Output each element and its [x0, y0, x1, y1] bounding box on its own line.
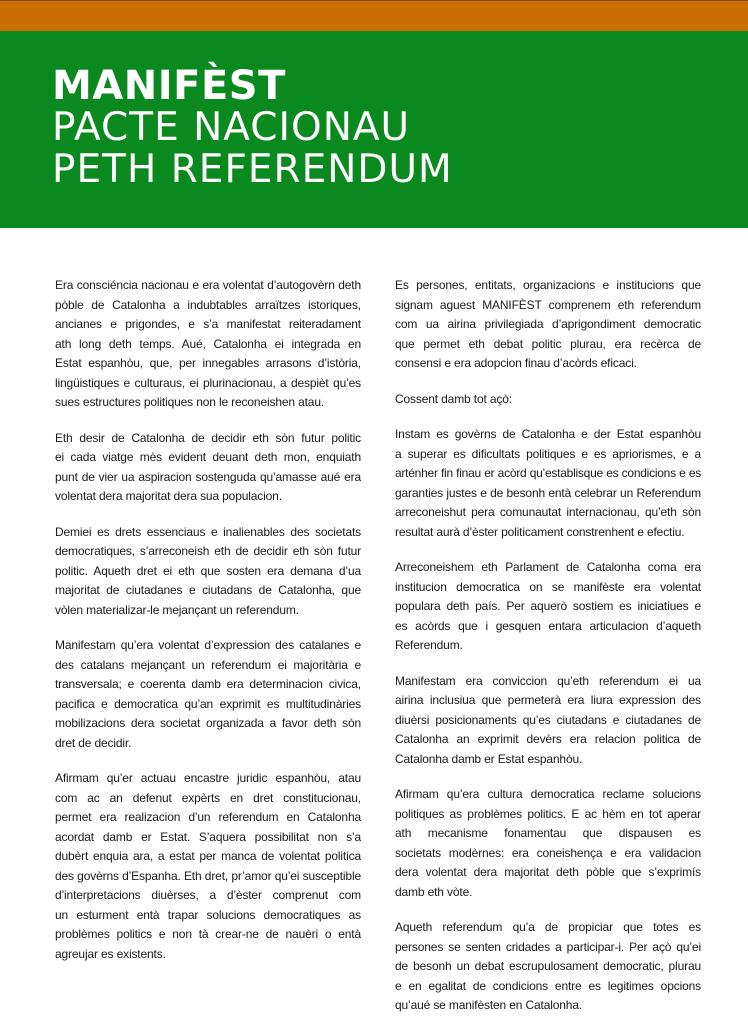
paragraph: [55, 523, 361, 621]
text-line: societats modèrnes: era coneishença e era validacion: [395, 845, 701, 860]
text-line: Catalonha damb er Estat espanhòu.: [395, 751, 583, 766]
text-line: mobilizacions dera societat organizada a favor deth sòn: [55, 716, 361, 730]
text-line: majoritat de ciutadanes e ciutadans de Catalonha, que: [55, 583, 361, 597]
text-line: agreujar es existents.: [55, 946, 166, 961]
paragraph: [395, 425, 701, 542]
text-line: pòble de Catalonha a indubtables arraïtzes istoriques,: [55, 297, 361, 312]
text-line: Aqueth referendum qu’a de propiciar que totes es: [395, 920, 701, 934]
text-line: des govèrns d’Espanha. Eth dret, pr’amor qu’ei susceptible: [55, 868, 361, 883]
text-line: Manifestam era conviccion qu’eth referendum ei ua: [395, 673, 701, 688]
paragraph: [55, 636, 361, 753]
text-line: Catalonha an exprimit devèrs era relacion politica de: [395, 732, 701, 746]
text-line: com ua airina privilegiada d’aprigondiment democratic: [395, 317, 701, 331]
text-line: es acòrds que i gesquen entara articulacion d’aqueth: [395, 618, 701, 633]
text-line: consensi e era adopcion finau d’acòrds eficaci.: [395, 356, 637, 370]
text-line: ath mecanisme fonamentau que dispausen es: [395, 826, 701, 840]
text-line: Cossent damb tot açò:: [395, 391, 512, 406]
title-manifest: MANIFÈST: [52, 63, 286, 109]
text-line: politiques as problèmes politics. E ac hèm en tot aperar: [395, 806, 701, 821]
text-line: signam aguest MANIFÈST comprenem eth referendum: [395, 297, 701, 312]
text-line: persones se senten cridades a participar-i. Per açò qu’ei: [395, 939, 701, 954]
text-line: e en egalitat de condicions entre es legitimes opcions: [395, 978, 701, 993]
text-line: que permet eth debat politic plurau, era recèrca de: [395, 336, 701, 351]
paragraph: [395, 558, 701, 656]
text-line: politic. Aqueth dret ei eth que sosten era demana d’ua: [55, 563, 361, 578]
text-line: pacifica e democratica qu’an exprimit es multitudinàries: [55, 696, 361, 711]
text-line: punt de vier ua aspiracion sostenguda qu’amasse aué era: [55, 469, 361, 484]
text-line: ei cada viatge mès evident deuant deth mon, enquiath: [55, 450, 361, 464]
text-line: garanties justes e de besonh entà celebrar un Referendum: [395, 485, 701, 500]
text-line: Afirmam qu’era cultura democratica reclame solucions: [395, 787, 701, 801]
text-line: a superar es dificultats politiques e es apriorismes, e a: [395, 446, 701, 461]
text-line: institucion democratica on se manifèste era volentat: [395, 579, 701, 594]
paragraph: [395, 918, 701, 1016]
text-line: vòlen materializar-le mejançant un referendum.: [55, 602, 299, 617]
text-line: Era consciéncia nacionau e era volentat d’autogovèrn deth: [55, 278, 361, 292]
text-line: ancianes e prigondes, e s’a manifestat reiteradament: [55, 317, 361, 331]
paragraph: [55, 276, 361, 413]
paragraph: [395, 785, 701, 902]
paragraph: [395, 390, 701, 410]
text-line: ath long deth temps. Aué, Catalonha ei integrada en: [55, 336, 361, 351]
text-line: Referendum.: [395, 638, 463, 652]
text-line: de besonh un debat escrupulosament democratic, plurau: [395, 959, 701, 973]
text-line: diuèrsi posicionaments qu’es ciutadans e ciutadanes de: [395, 712, 701, 727]
text-line: Es persones, entitats, organizacions e institucions que: [395, 278, 701, 292]
text-line: Arreconeishem eth Parlament de Catalonha coma era: [395, 560, 701, 574]
text-line: des catalans mejançant un referendum ei majoritària e: [55, 657, 361, 672]
left-text-column: [55, 276, 361, 980]
text-line: arreconeishut pera comunautat internacionau, qu’eth sòn: [395, 505, 701, 519]
text-line: Eth desir de Catalonha de decidir eth sòn futur politic: [55, 430, 361, 445]
text-line: com ac an defenut expèrts en dret constitucionau,: [55, 790, 361, 805]
text-line: resultat aurà d’èster politicament constrenhent e efectiu.: [395, 524, 685, 539]
text-line: permet era realizacion d’un referendum en Catalonha: [55, 810, 361, 824]
text-line: volentat dera majoritat dera sua populacion.: [55, 489, 282, 503]
text-line: populara deth país. Per aquerò sostiem es iniciatiues e: [395, 599, 701, 613]
text-line: Afirmam qu’er actuau encastre juridic espanhòu, atau: [55, 771, 361, 785]
document-title: [52, 65, 453, 191]
text-line: d’interpretacions diuèrses, a d’èster comprenut com: [55, 888, 361, 902]
text-line: democratiques, s’arreconeish eth de decidir eth sòn futur: [55, 544, 361, 558]
subtitle-line: PETH REFERENDUM: [52, 147, 453, 192]
title-banner: [0, 31, 748, 228]
subtitle-line: PACTE NACIONAU: [52, 105, 411, 150]
text-line: qu’aué se manifèsten en Catalonha.: [395, 998, 583, 1012]
text-line: dubèrt enquia ara, a estat per manca de volentat politica: [55, 849, 361, 863]
text-line: lingüistiques e culturaus, ei plurinacionau, a despièt qu’es: [55, 375, 361, 390]
text-line: dera volentat dera majoritat deth pòble que s’exprimís: [395, 865, 701, 879]
text-line: damb eth vòte.: [395, 884, 473, 899]
text-line: Manifestam qu’era volentat d’expression des catalanes e: [55, 638, 361, 652]
text-line: sues estructures politiques non le reconeishen atau.: [55, 395, 325, 409]
text-line: problèmes politics e non tà crear-ne de nauèri o entà: [55, 927, 361, 941]
text-line: acordat damb er Estat. S’aquera possibilitat non s’a: [55, 829, 361, 844]
paragraph: [395, 672, 701, 770]
text-line: Estat espanhòu, que, per innegables arrasons d’istòria,: [55, 356, 361, 370]
paragraph: [55, 429, 361, 507]
text-line: Demiei es drets essenciaus e inalienables des societats: [55, 524, 361, 539]
text-line: un esturment entà trapar solucions democratiques as: [55, 907, 361, 922]
right-text-column: [395, 276, 701, 1032]
top-color-bar: [0, 0, 748, 31]
text-line: transversala; e coerenta damb era determinacion civica,: [55, 677, 361, 691]
text-line: Instam es govèrns de Catalonha e der Estat espanhòu: [395, 427, 701, 441]
text-line: dret de decidir.: [55, 735, 132, 750]
text-line: arténher fin finau er acòrd qu’establisque es condicions e es: [395, 466, 701, 480]
paragraph: [395, 276, 701, 374]
paragraph: [55, 769, 361, 964]
text-line: airina inclusiua que permeterà era liura expression des: [395, 693, 701, 707]
